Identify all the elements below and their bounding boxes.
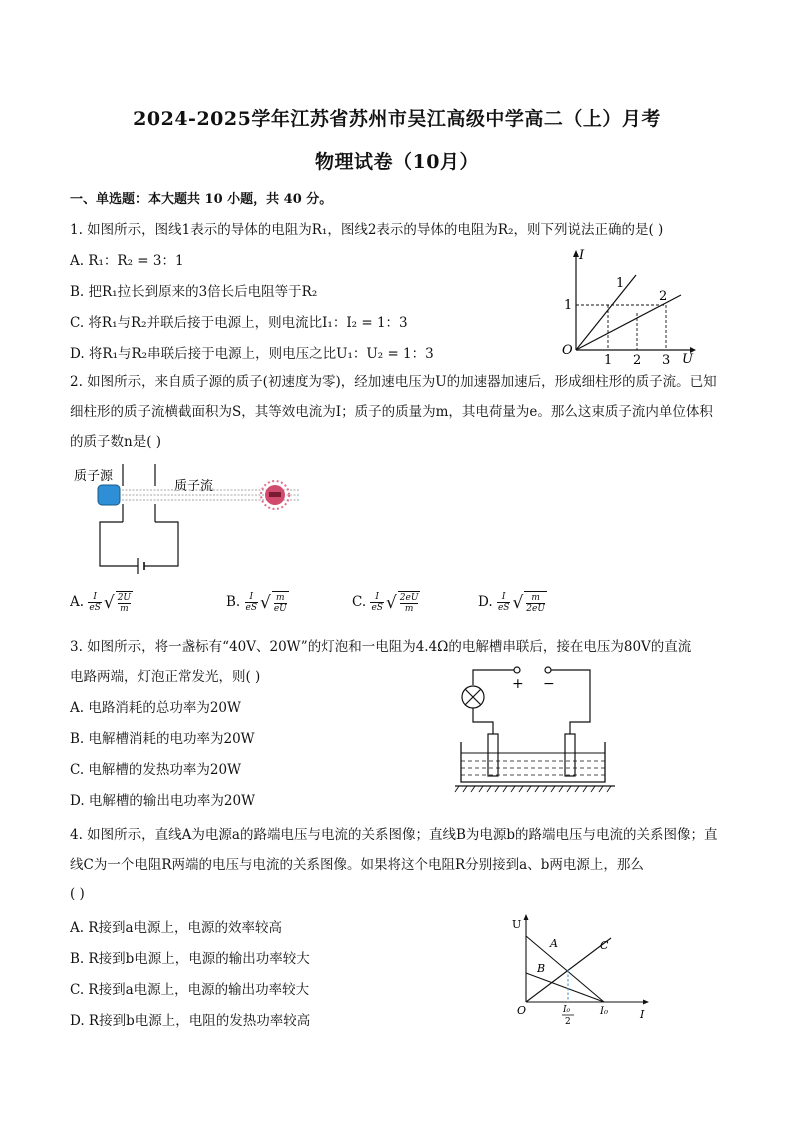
q4-tick-half-den: 2	[565, 1017, 571, 1027]
q1-line-1	[576, 275, 636, 350]
section-heading: 一、单选题：本大题共 10 小题，共 40 分。	[70, 192, 333, 207]
q3-stem-line2: 电路两端，灯泡正常发光，则( )	[70, 669, 261, 685]
q2-proton-source	[98, 485, 120, 505]
q1-option-d: D. 将R₁与R₂串联后接于电源上，则电压之比U₁：U₂ = 1：3	[70, 346, 434, 362]
q1-line1-label: 1	[616, 276, 625, 291]
q4-tick-i0: I₀	[600, 1006, 608, 1017]
paper-title: 2024-2025学年江苏省苏州市吴江高级中学高二（上）月考	[133, 108, 661, 130]
q1-xtick-1: 1	[604, 353, 613, 368]
q3-electrode-right	[565, 734, 575, 776]
q4-stem: 4. 如图所示，直线A为电源a的路端电压与电流的关系图像；直线B为电源b的路端电压与电流的关系图像；直线C为一个电阻R两端的电压与电流的关系图像。如果将这个电阻R分别接到a、b两电源上，那么	[70, 827, 718, 873]
q3-option-a: A. 电路消耗的总功率为20W	[70, 700, 241, 716]
q3-circuit-figure	[455, 660, 630, 800]
q1-stem: 1. 如图所示，图线1表示的导体的电阻为R₁，图线2表示的导体的电阻为R₂，则下列说法正确的是( )	[70, 222, 664, 238]
q3-option-d: D. 电解槽的输出电功率为20W	[70, 793, 255, 809]
q4-axis-u: U	[512, 918, 522, 931]
q4-label-b: B	[537, 962, 546, 975]
q1-xtick-2: 2	[633, 353, 642, 368]
q2-proton-figure	[70, 462, 310, 582]
q2-option-b: B. $\frac{I}{eS}$ √ $\frac{m}{eU}$	[226, 592, 287, 614]
q4-axis-i: I	[640, 1008, 645, 1021]
q2-stream-label: 质子流	[174, 479, 214, 494]
q1-axis-u: U	[682, 352, 693, 367]
q1-axis-i: I	[579, 248, 585, 263]
q1-option-a: A. R₁：R₂ = 3：1	[70, 253, 184, 269]
q3-minus: −	[543, 676, 555, 692]
q4-line-b	[526, 973, 604, 1002]
q4-label-a: A	[550, 937, 558, 950]
q4-option-a: A. R接到a电源上，电源的效率较高	[70, 920, 283, 936]
q4-origin: O	[517, 1004, 527, 1017]
q1-ytick: 1	[564, 298, 573, 313]
q4-option-c: C. R接到a电源上，电源的输出功率较大	[70, 982, 310, 998]
q4-stem-end: ( )	[70, 886, 85, 902]
q1-iu-graph	[560, 245, 700, 368]
q3-option-c: C. 电解槽的发热功率为20W	[70, 762, 241, 778]
q4-option-d: D. R接到b电源上，电阻的发热功率较高	[70, 1013, 311, 1029]
q1-origin: O	[562, 343, 573, 358]
q2-option-c: C. $\frac{I}{eS}$ √ $\frac{2eU}{m}$	[352, 592, 419, 614]
q3-plus: +	[512, 676, 524, 692]
q3-electrolytic-tank	[461, 742, 605, 782]
q2-option-a: A. $\frac{I}{eS}$ √ $\frac{2U}{m}$	[70, 592, 131, 614]
q4-option-b: B. R接到b电源上，电源的输出功率较大	[70, 951, 310, 967]
q4-ui-graph	[508, 910, 658, 1035]
q1-option-b: B. 把R₁拉长到原来的3倍长后电阻等于R₂	[70, 284, 318, 300]
q3-electrode-left	[488, 734, 498, 776]
q3-stem-line1: 3. 如图所示，将一盏标有“40V、20W”的灯泡和一电阻为4.4Ω的电解槽串联后，接在电压为80V的直流	[70, 639, 692, 655]
paper-subtitle: 物理试卷（10月）	[315, 151, 479, 173]
q2-source-label: 质子源	[74, 469, 114, 484]
bulb-icon	[462, 686, 484, 708]
q1-xtick-3: 3	[662, 353, 671, 368]
q2-target-icon	[261, 481, 289, 509]
q3-option-b: B. 电解槽消耗的电功率为20W	[70, 731, 255, 747]
q4-tick-half-num: I₀	[563, 1005, 571, 1015]
q2-option-d: D. $\frac{I}{eS}$ √ $\frac{m}{2eU}$	[478, 592, 545, 614]
q1-line2-label: 2	[659, 289, 668, 304]
q4-label-c: C	[600, 939, 609, 952]
q2-stem: 2. 如图所示，来自质子源的质子(初速度为零)，经加速电压为U的加速器加速后，形成细柱形的质子流。已知细柱形的质子流横截面积为S，其等效电流为I；质子的质量为m，其电荷量为e。那么这束质子流内单位体积的质子数n是( )	[70, 374, 717, 450]
q1-option-c: C. 将R₁与R₂并联后接于电源上，则电流比I₁：I₂ = 1：3	[70, 315, 408, 331]
